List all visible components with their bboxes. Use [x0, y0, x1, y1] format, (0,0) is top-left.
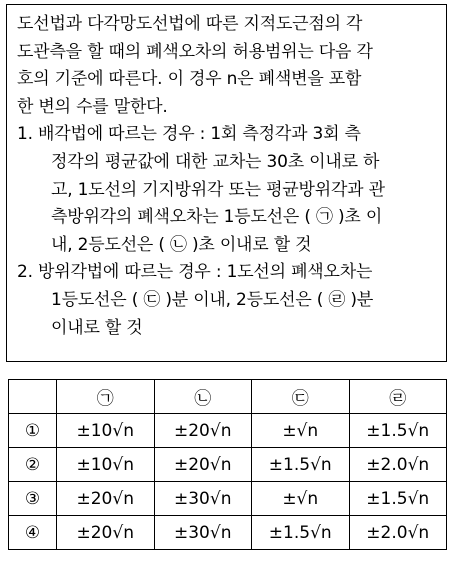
option-number[interactable]: ③ — [9, 482, 57, 516]
table-cell: ±20√n — [154, 414, 252, 448]
table-header-cell: ㉡ — [154, 380, 252, 414]
table-row[interactable] — [9, 414, 447, 448]
table-cell: ±10√n — [57, 414, 155, 448]
question-line: 한 변의 수를 말한다. — [17, 96, 168, 117]
table-cell: ±2.0√n — [349, 448, 447, 482]
table-cell: ±1.5√n — [349, 414, 447, 448]
table-cell: ±1.5√n — [252, 516, 350, 550]
answer-table — [8, 379, 447, 550]
table-cell: ±1.5√n — [349, 482, 447, 516]
table-header-cell: ㉠ — [57, 380, 155, 414]
question-line: 도관측을 할 때의 폐색오차의 허용범위는 다음 각 — [17, 41, 373, 62]
question-line: 정각의 평균값에 대한 교차는 30초 이내로 하 — [51, 151, 380, 172]
table-row[interactable] — [9, 516, 447, 550]
table-row[interactable] — [9, 448, 447, 482]
question-line: 도선법과 다각망도선법에 따른 지적도근점의 각 — [17, 14, 363, 34]
option-number[interactable]: ① — [9, 414, 57, 448]
question-line: 1등도선은 ( ㉢ )분 이내, 2등도선은 ( ㉣ )분 — [51, 289, 374, 310]
table-cell: ±1.5√n — [252, 448, 350, 482]
table-header-cell: ㉣ — [349, 380, 447, 414]
option-number[interactable]: ④ — [9, 516, 57, 550]
question-box — [6, 4, 447, 362]
table-cell: ±30√n — [154, 482, 252, 516]
question-line: 고, 1도선의 기지방위각 또는 평균방위각과 관 — [51, 179, 385, 200]
table-cell: ±√n — [252, 414, 350, 448]
question-line: 내, 2등도선은 ( ㉡ )초 이내로 할 것 — [51, 234, 312, 255]
table-cell: ±20√n — [57, 516, 155, 550]
table-cell: ±2.0√n — [349, 516, 447, 550]
question-line: 이내로 할 것 — [51, 317, 143, 338]
table-header-cell: ㉢ — [252, 380, 350, 414]
table-cell: ±20√n — [154, 448, 252, 482]
table-cell: ±10√n — [57, 448, 155, 482]
table-cell: ±√n — [252, 482, 350, 516]
table-cell: ±20√n — [57, 482, 155, 516]
table-header-corner — [9, 380, 57, 414]
question-line: 측방위각의 폐색오차는 1등도선은 ( ㉠ )초 이 — [51, 207, 383, 228]
table-row[interactable] — [9, 482, 447, 516]
question-line: 2. 방위각법에 따르는 경우 : 1도선의 폐색오차는 — [17, 262, 373, 283]
question-line: 1. 배각법에 따르는 경우 : 1회 측정각과 3회 측 — [17, 124, 361, 145]
option-number[interactable]: ② — [9, 448, 57, 482]
table-cell: ±30√n — [154, 516, 252, 550]
question-line: 호의 기준에 따른다. 이 경우 n은 폐색변을 포함 — [17, 69, 362, 90]
table-header-row — [9, 380, 447, 414]
